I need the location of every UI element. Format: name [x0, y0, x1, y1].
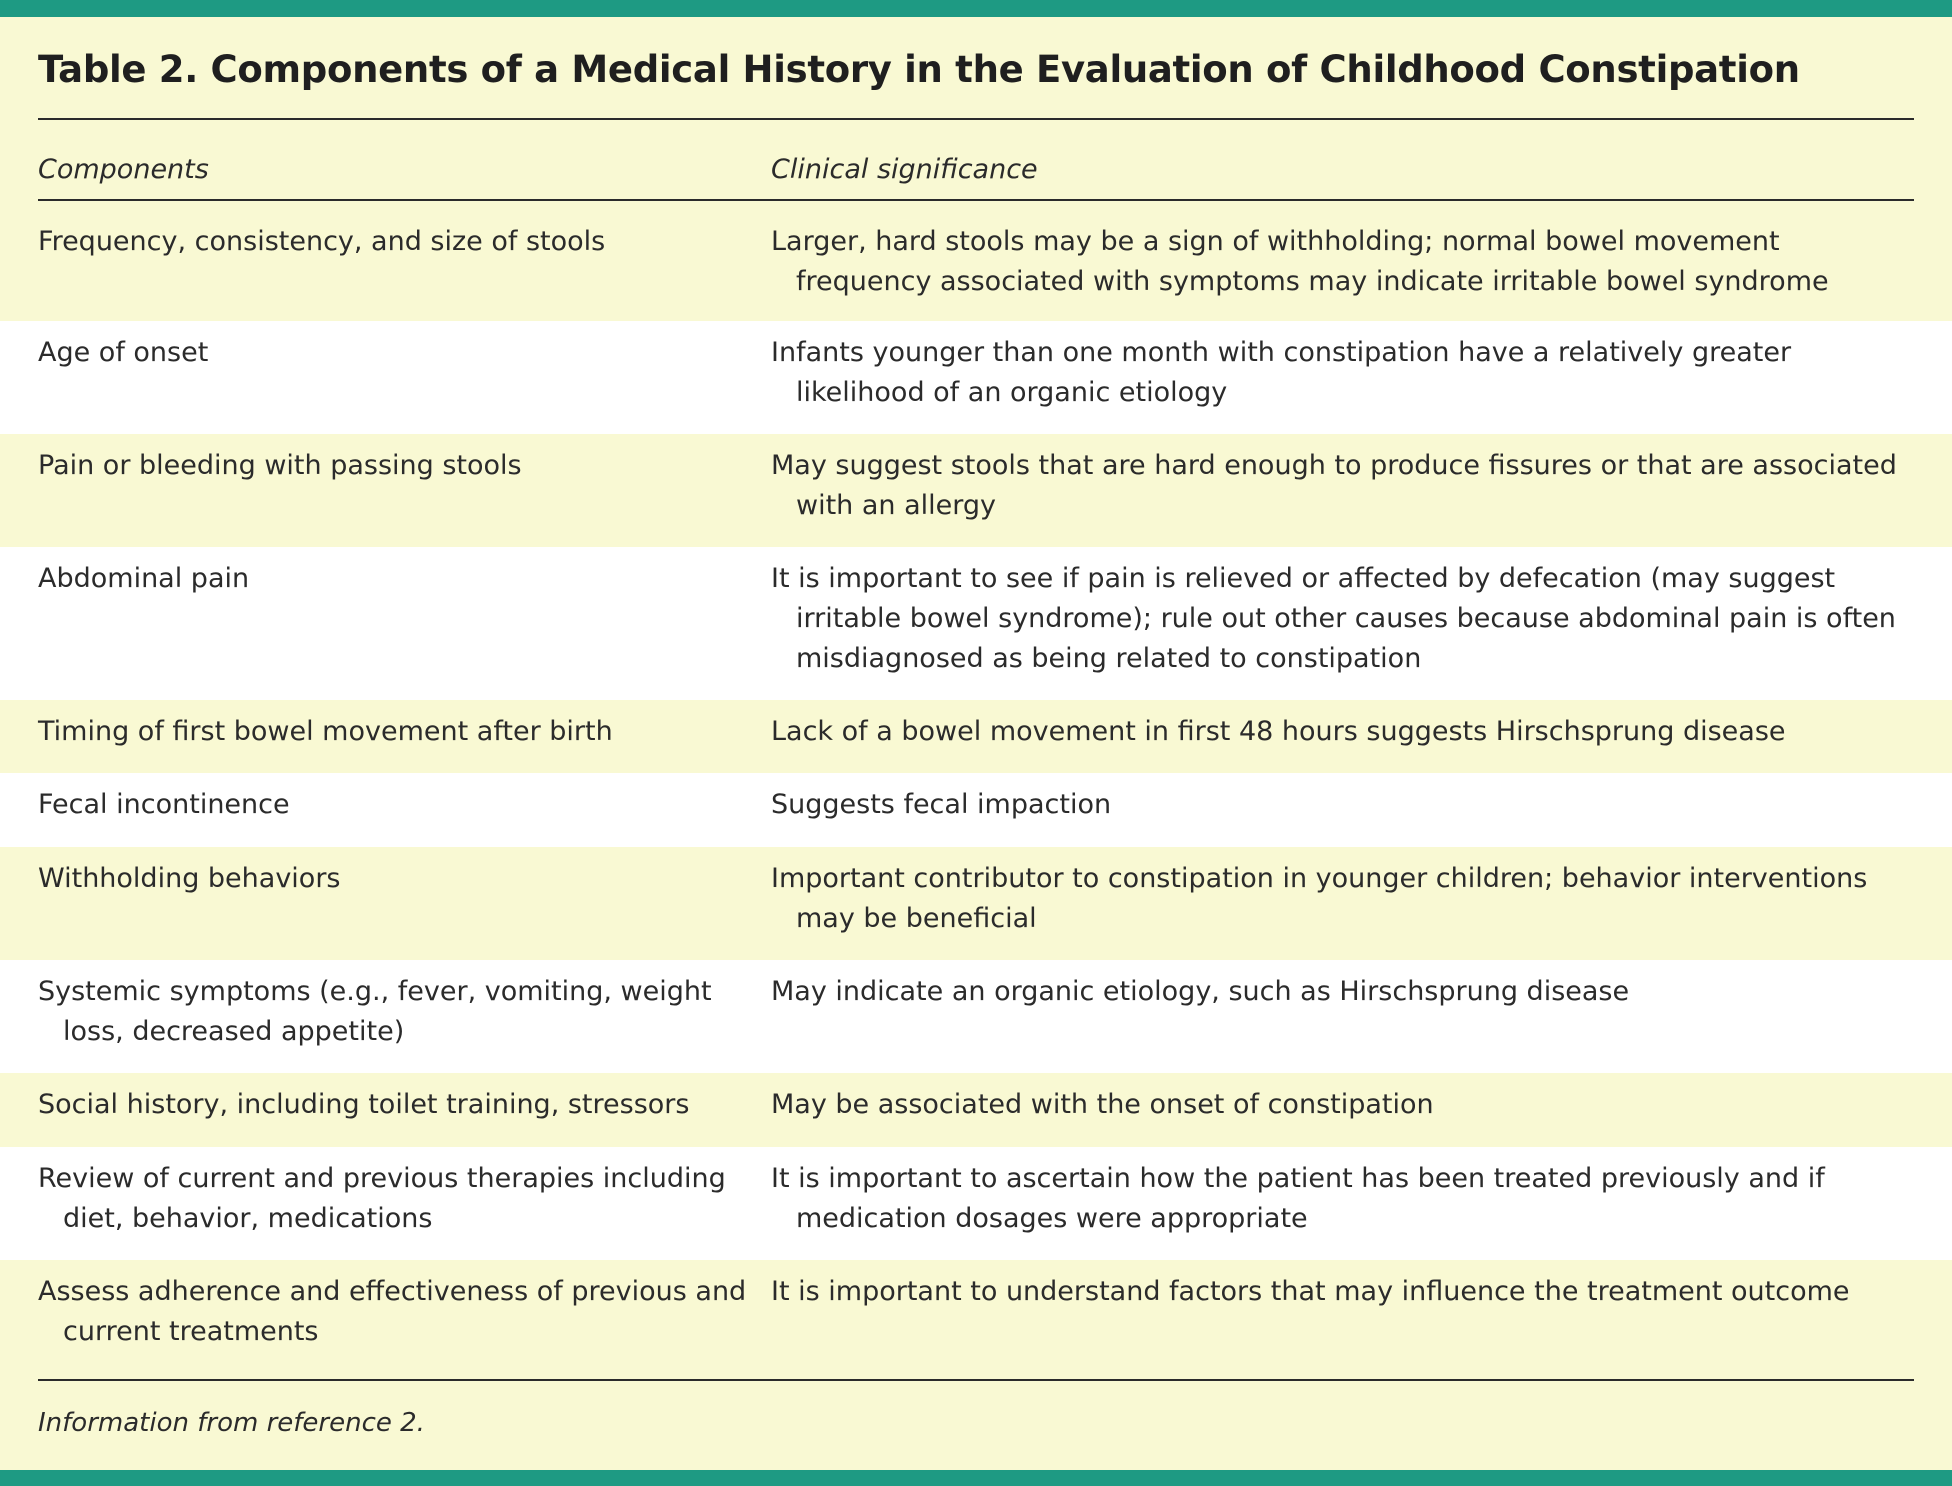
table-row [0, 773, 1952, 847]
significance-cell: Larger, hard stools may be a sign of withholding; normal bowel movement frequency associated with symptoms may indicate irritable bowel syndrome [771, 226, 1829, 297]
significance-cell: Important contributor to constipation in younger children; behavior interventions may be beneficial [771, 863, 1868, 934]
component-cell: Age of onset [38, 337, 209, 368]
table-row [0, 700, 1952, 773]
table-row [0, 1260, 1952, 1377]
title-rule [38, 118, 1914, 120]
table-row [0, 1147, 1952, 1260]
table-title: Table 2. Components of a Medical History in the Evaluation of Childhood Constipation [38, 48, 1800, 91]
significance-cell: May suggest stools that are hard enough to produce fissures or that are associated with an allergy [771, 450, 1897, 521]
component-cell: Pain or bleeding with passing stools [38, 450, 522, 481]
significance-cell: Lack of a bowel movement in first 48 hours suggests Hirschsprung disease [771, 716, 1786, 747]
significance-cell: It is important to ascertain how the patient has been treated previously and if medication dosages were appropriate [771, 1163, 1825, 1234]
significance-cell: May indicate an organic etiology, such as Hirschsprung disease [771, 976, 1630, 1007]
significance-cell: Suggests fecal impaction [771, 789, 1112, 820]
component-cell: Review of current and previous therapies including diet, behavior, medications [38, 1163, 726, 1234]
table-row [0, 321, 1952, 434]
component-cell: Systemic symptoms (e.g., fever, vomiting, weight loss, decreased appetite) [38, 976, 712, 1047]
table-row [0, 847, 1952, 960]
column-header-clinical-significance: Clinical significance [771, 154, 1038, 185]
component-cell: Assess adherence and effectiveness of previous and current treatments [38, 1276, 747, 1347]
table-row [0, 434, 1952, 547]
significance-cell: It is important to see if pain is relieved or affected by defecation (may suggest irritable bowel syndrome); rule out other causes because abdominal pain is often misdiagnosed as being related to constipation [771, 563, 1896, 674]
top-accent-bar [0, 0, 1952, 17]
significance-cell: It is important to understand factors that may influence the treatment outcome [771, 1276, 1850, 1307]
table-row [0, 210, 1952, 321]
component-cell: Withholding behaviors [38, 863, 341, 894]
bottom-accent-bar [0, 1470, 1952, 1486]
table-footnote: Information from reference 2. [38, 1408, 425, 1438]
bottom-rule [38, 1379, 1914, 1381]
component-cell: Social history, including toilet training, stressors [38, 1089, 690, 1120]
component-cell: Frequency, consistency, and size of stools [38, 226, 606, 257]
component-cell: Fecal incontinence [38, 789, 290, 820]
component-cell: Timing of first bowel movement after birth [38, 716, 613, 747]
component-cell: Abdominal pain [38, 563, 250, 594]
header-rule [38, 199, 1914, 201]
significance-cell: Infants younger than one month with constipation have a relatively greater likelihood of an organic etiology [771, 337, 1792, 408]
table-row [0, 1073, 1952, 1147]
significance-cell: May be associated with the onset of constipation [771, 1089, 1434, 1120]
column-header-components: Components [38, 154, 209, 185]
table-row [0, 960, 1952, 1073]
table-row [0, 547, 1952, 700]
